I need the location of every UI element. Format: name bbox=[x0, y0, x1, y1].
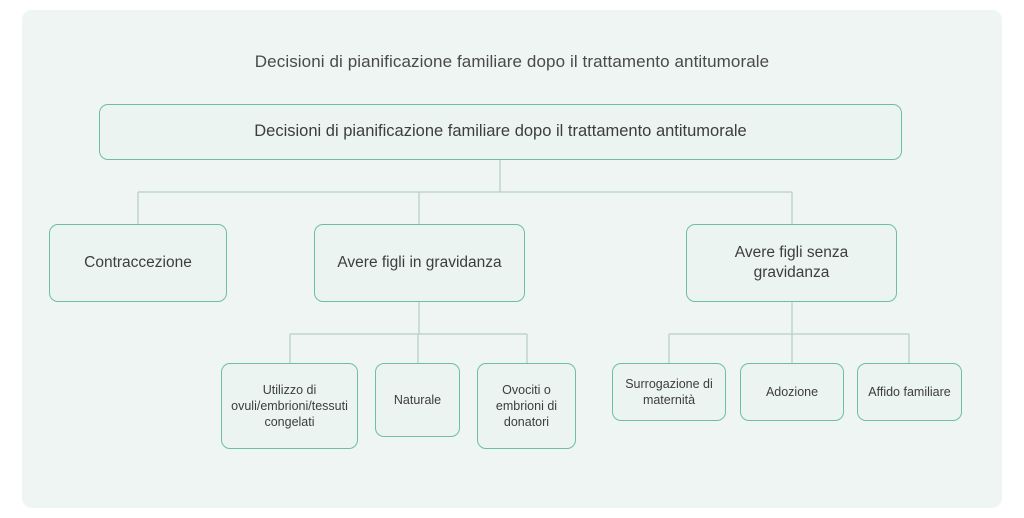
node-root[interactable]: Decisioni di pianificazione familiare dopo il trattamento antitumorale bbox=[99, 104, 902, 160]
node-surrogazione-di-maternita[interactable]: Surrogazione di maternità bbox=[612, 363, 726, 421]
node-ovociti-o-embrioni-di-donatori[interactable]: Ovociti o embrioni di donatori bbox=[477, 363, 576, 449]
node-ovuli-embrioni-tessuti-congelati[interactable]: Utilizzo di ovuli/embrioni/tessuti congelati bbox=[221, 363, 358, 449]
node-avere-figli-senza-gravidanza[interactable]: Avere figli senza gravidanza bbox=[686, 224, 897, 302]
node-affido-familiare[interactable]: Affido familiare bbox=[857, 363, 962, 421]
node-contraccezione[interactable]: Contraccezione bbox=[49, 224, 227, 302]
diagram-title: Decisioni di pianificazione familiare dopo il trattamento antitumorale bbox=[254, 52, 770, 71]
node-naturale[interactable]: Naturale bbox=[375, 363, 460, 437]
node-adozione[interactable]: Adozione bbox=[740, 363, 844, 421]
node-avere-figli-in-gravidanza[interactable]: Avere figli in gravidanza bbox=[314, 224, 525, 302]
